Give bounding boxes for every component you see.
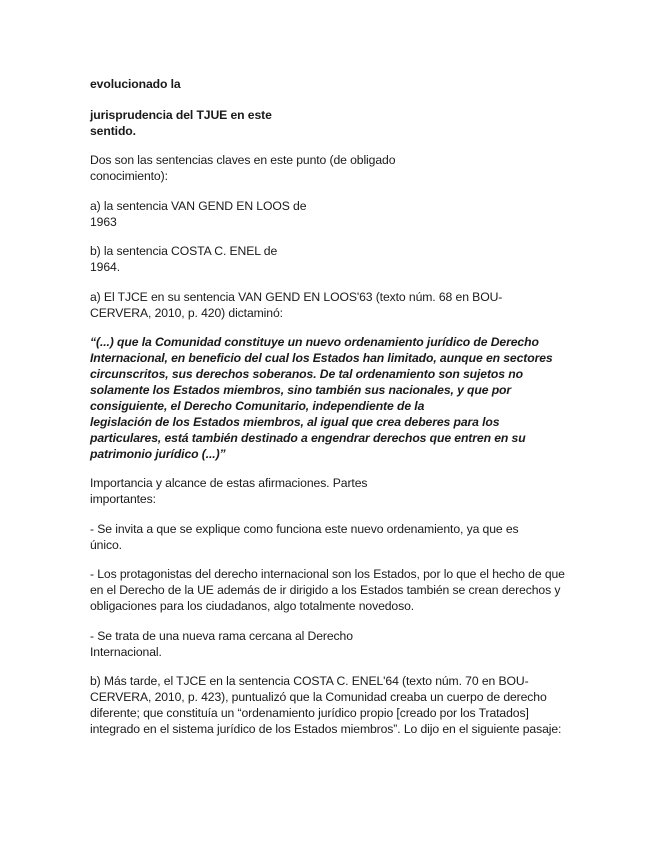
body-text-line: 1963 [90, 215, 117, 229]
list-item-line: - Se invita a que se explique como funciona este nuevo ordenamiento, ya que es [90, 522, 519, 536]
body-text-line: Importancia y alcance de estas afirmaciones. Partes [90, 476, 368, 490]
heading-line: jurisprudencia del TJUE en este [90, 108, 272, 122]
body-text-line: importantes: [90, 492, 156, 506]
body-text-line: b) la sentencia COSTA C. ENEL de [90, 244, 278, 258]
quote-line: circunscritos, sus derechos soberanos. De tal ordenamiento son sujetos no [90, 367, 523, 381]
body-text-line: a) la sentencia VAN GEND EN LOOS de [90, 199, 307, 213]
body-text-line: CERVERA, 2010, p. 423), puntualizó que la Comunidad creaba un cuerpo de derecho [90, 690, 547, 704]
body-text-line: Dos son las sentencias claves en este punto (de obligado [90, 153, 396, 167]
body-text-line: conocimiento): [90, 169, 168, 183]
quote-line: legislación de los Estados miembros, al igual que crea deberes para los [90, 415, 500, 429]
quote-line: solamente los Estados miembros, sino también sus nacionales, y que por [90, 383, 512, 397]
body-text-line: b) Más tarde, el TJCE en la sentencia COSTA C. ENEL'64 (texto núm. 70 en BOU- [90, 674, 529, 688]
list-item-line: - Se trata de una nueva rama cercana al Derecho [90, 629, 353, 643]
body-text-line: 1964. [90, 260, 120, 274]
quote-line: patrimonio jurídico (...)” [90, 447, 226, 461]
heading-line: sentido. [90, 124, 136, 138]
list-item-line: - Los protagonistas del derecho internacional son los Estados, por lo que el hecho de que [90, 567, 565, 581]
body-text-line: diferente; que constituía un “ordenamiento jurídico propio [creado por los Tratados] [90, 706, 529, 720]
quote-line: “(...) que la Comunidad constituye un nuevo ordenamiento jurídico de Derecho [90, 335, 539, 349]
body-text-line: CERVERA, 2010, p. 420) dictaminó: [90, 306, 283, 320]
quote-line: particulares, está también destinado a engendrar derechos que entren en su [90, 431, 526, 445]
body-text-line: a) El TJCE en su sentencia VAN GEND EN LOOS'63 (texto núm. 68 en BOU- [90, 290, 503, 304]
list-item-line: Internacional. [90, 645, 162, 659]
list-item-line: en el Derecho de la UE además de ir dirigido a los Estados también se crean derechos y [90, 583, 561, 597]
body-text-line: integrado en el sistema jurídico de los Estados miembros”. Lo dijo en el siguiente pasaje: [90, 722, 562, 736]
list-item-line: obligaciones para los ciudadanos, algo totalmente novedoso. [90, 599, 415, 613]
list-item-line: único. [90, 538, 122, 552]
quote-line: consiguiente, el Derecho Comunitario, independiente de la [90, 399, 425, 413]
heading-line: evolucionado la [90, 77, 181, 91]
quote-line: Internacional, en beneficio del cual los Estados han limitado, aunque en sectores [90, 351, 553, 365]
